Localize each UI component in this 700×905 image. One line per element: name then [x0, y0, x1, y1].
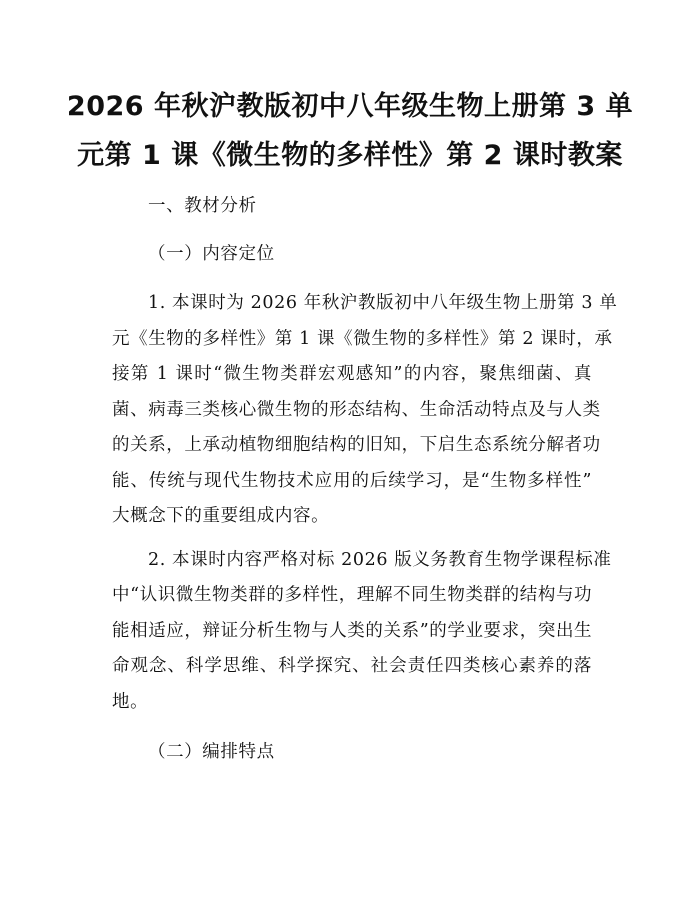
- paragraph-1-line-5: 的关系，上承动植物细胞结构的旧知，下启生态系统分解者功: [112, 435, 601, 455]
- paragraph-1-line-2: 元《生物的多样性》第 1 课《微生物的多样性》第 2 课时，承: [112, 329, 613, 349]
- paragraph-2-line-2: 中“认识微生物类群的多样性，理解不同生物类群的结构与功: [112, 585, 593, 605]
- paragraph-2-line-4: 命观念、科学思维、科学探究、社会责任四类核心素养的落: [112, 656, 592, 676]
- section-heading: 一、教材分析: [148, 196, 257, 216]
- document-title-line-2: 元第 1 课《微生物的多样性》第 2 课时教案: [77, 140, 623, 171]
- document-title-line-1: 2026 年秋沪教版初中八年级生物上册第 3 单: [66, 91, 634, 122]
- subheading-content-positioning: （一）内容定位: [148, 244, 275, 264]
- paragraph-2-line-3: 能相适应，辩证分析生物与人类的关系”的学业要求，突出生: [112, 621, 593, 641]
- paragraph-2-line-5: 地。: [112, 692, 149, 712]
- paragraph-1-line-1: 1. 本课时为 2026 年秋沪教版初中八年级生物上册第 3 单: [148, 293, 618, 313]
- paragraph-1-line-4: 菌、病毒三类核心微生物的形态结构、生命活动特点及与人类: [112, 400, 601, 420]
- subheading-arrangement-features: （二）编排特点: [148, 742, 275, 762]
- paragraph-1-line-3: 接第 1 课时“微生物类群宏观感知”的内容，聚焦细菌、真: [112, 364, 592, 384]
- paragraph-2-line-1: 2. 本课时内容严格对标 2026 版义务教育生物学课程标准: [148, 550, 612, 570]
- paragraph-1-line-7: 大概念下的重要组成内容。: [112, 506, 330, 526]
- paragraph-1-line-6: 能、传统与现代生物技术应用的后续学习，是“生物多样性”: [112, 471, 592, 491]
